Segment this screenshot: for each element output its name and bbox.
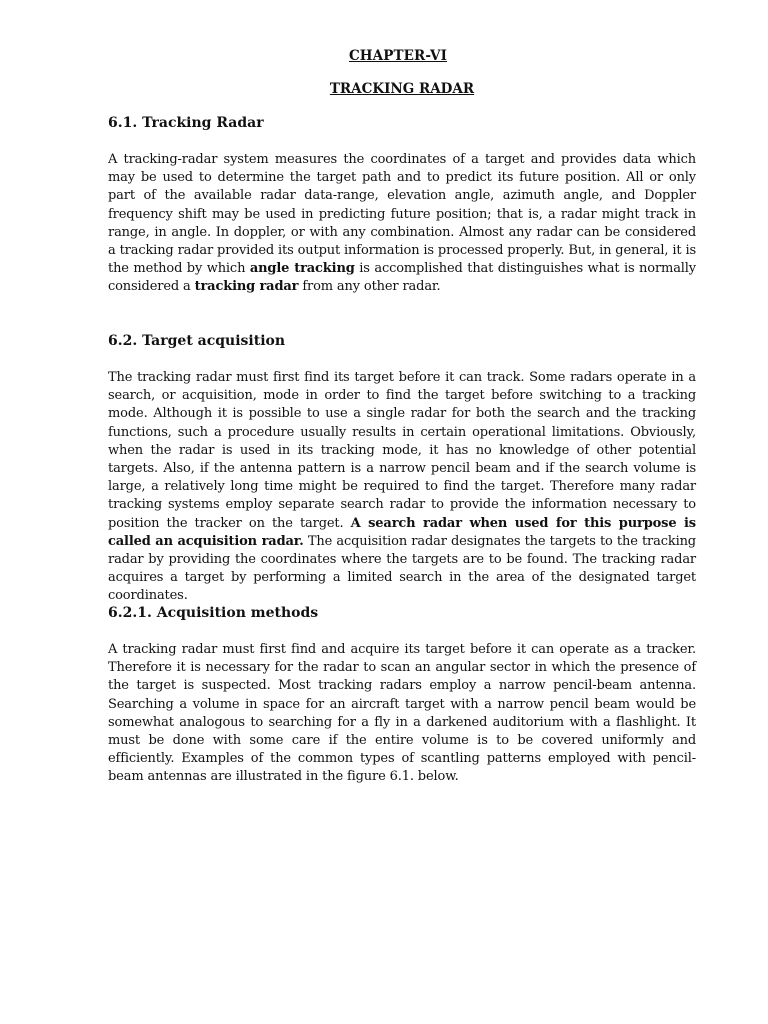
bold-term-tracking-radar: tracking radar	[194, 279, 299, 295]
bold-sentence-acquisition-radar: A search radar when used for this purpose is called an acquisition radar.	[108, 515, 696, 549]
section-heading-6-2: 6.2. Target acquisition	[108, 333, 286, 349]
section-heading-6-1: 6.1. Tracking Radar	[108, 115, 264, 131]
chapter-title: CHAPTER-VI	[348, 48, 448, 64]
paragraph-text: is accomplished that distinguishes what is normally considered a	[108, 261, 697, 295]
section-paragraph-6-2-1	[108, 641, 696, 787]
section-paragraph-6-1	[108, 151, 696, 297]
paragraph-text: The tracking radar must first find its target before it can track. Some radars operate in a search, or acquisition, mode in order to find the target before switching to a tracking mode. Although it is possible to use a single radar for both the search and the tracking functions, such a procedure usually results in certain operational limitations. Obviously, when the radar is used in its tracking mode, it has no knowledge of other potential targets. Also, if the antenna pattern is a narrow pencil beam and if the search volume is large, a relatively long time might be required to find the target. Therefore many radar tracking systems employ separate search radar to provide the information necessary to position the tracker on the target.	[108, 370, 696, 531]
paragraph-text: The acquisition radar designates the targets to the tracking radar by providing the coordinates where the targets are to be found. The tracking radar acquires a target by performing a limited search in the area of the designated target coordinates.	[108, 533, 696, 604]
chapter-subtitle: TRACKING RADAR	[329, 81, 475, 97]
section-paragraph-6-2	[108, 369, 696, 606]
paragraph-text: A tracking-radar system measures the coordinates of a target and provides data which may be used to determine the target path and to predict its future position. All or only part of the available radar data-range, elevation angle, azimuth angle, and Doppler frequency shift may be used in predicting future position; that is, a radar might track in range, in angle. In doppler, or with any combination. Almost any radar can be considered a tracking radar provided its output information is processed properly. But, in general, it is the method by which	[108, 152, 696, 277]
section-heading-6-2-1: 6.2.1. Acquisition methods	[108, 605, 319, 621]
paragraph-text: A tracking radar must first find and acquire its target before it can operate as a tracker. Therefore it is necessary for the radar to scan an angular sector in which the presence of the target is suspected. Most tracking radars employ a narrow pencil-beam antenna. Searching a volume in space for an aircraft target with a narrow pencil beam would be somewhat analogous to searching for a fly in a darkened auditorium with a flashlight. It must be done with some care if the entire volume is to be covered uniformly and efficiently. Examples of the common types of scantling patterns employed with pencil-beam antennas are illustrated in the figure 6.1. below.	[108, 642, 696, 785]
paragraph-text: from any other radar.	[298, 279, 441, 295]
bold-term-angle-tracking: angle tracking	[249, 261, 355, 277]
